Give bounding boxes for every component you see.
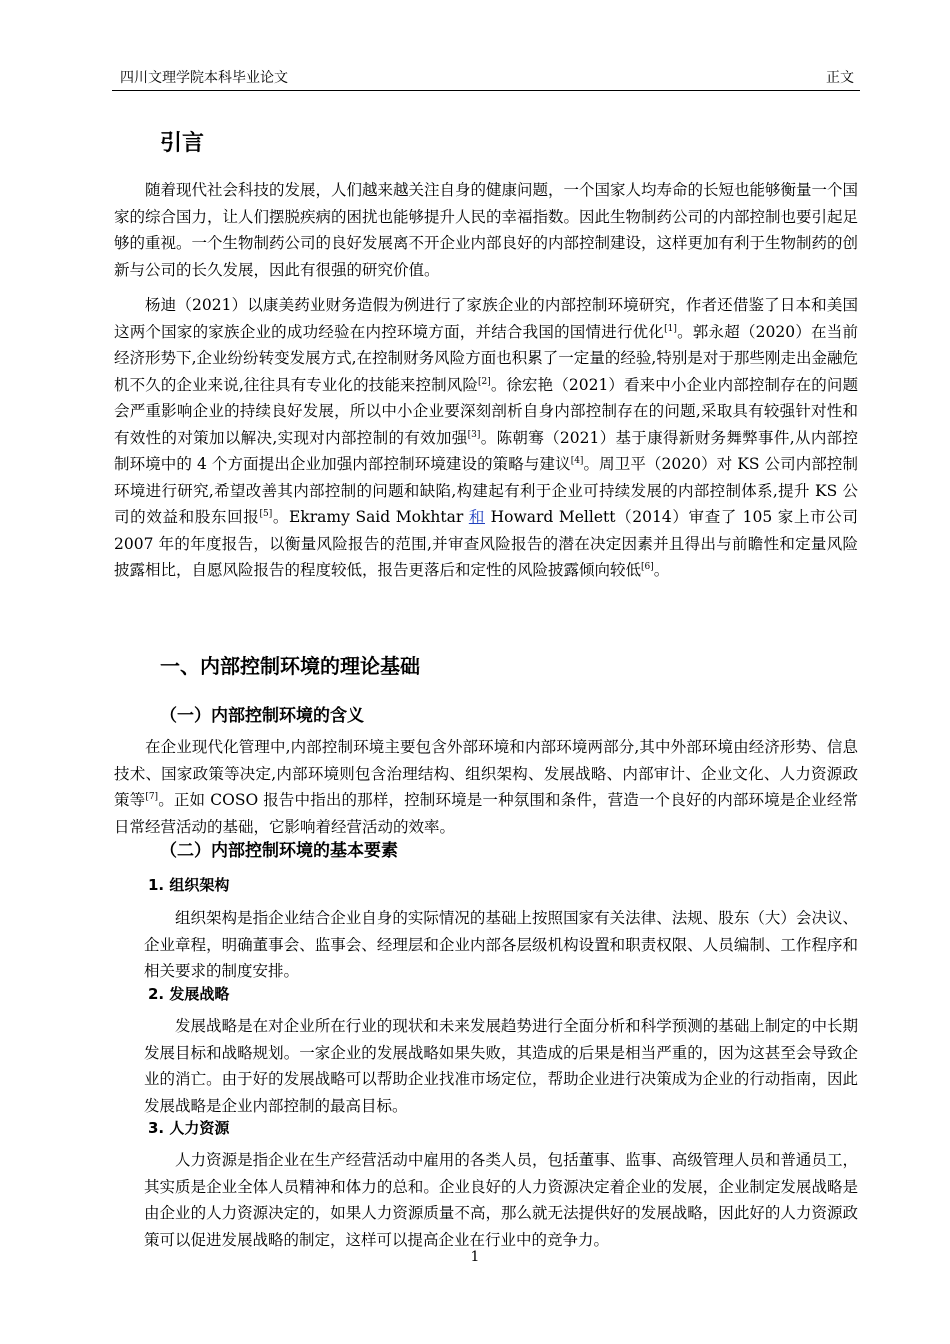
header-rule (112, 90, 860, 91)
text-segment: 。正如 COSO 报告中指出的那样，控制环境是一种氛围和条件，营造一个良好的内部环境是企业经常日常经营活动的基础，它影响着经营活动的效率。 (114, 791, 858, 836)
citation-ref[interactable]: [2] (477, 376, 491, 387)
item-paragraph: 人力资源是指企业在生产经营活动中雇用的各类人员，包括董事、监事、高级管理人员和普通员工，其实质是企业全体人员精神和体力的总和。企业良好的人力资源决定着企业的发展，企业制定发展战略是由企业的人力资源决定的，如果人力资源质量不高，那么就无法提供好的发展战略，因此好的人力资源政策可以促进发展战略的制定，这样可以提高企业在行业中的竞争力。 (144, 1151, 858, 1249)
item-heading: 2. 发展战略 (148, 985, 230, 1003)
header-title: 四川文理学院本科毕业论文 (120, 70, 288, 86)
subsection-heading: （一）内部控制环境的含义 (160, 706, 364, 726)
hyperlink[interactable]: 和 (468, 508, 485, 526)
text-segment: 在企业现代化管理中,内部控制环境主要包含外部环境和内部环境两部分,其中外部环境由经济形势、信息技术、国家政策等决定,内部环境则包含治理结构、组织架构、发展战略、内部审计、企业文化、人力资源政策等 (114, 738, 858, 809)
text-segment: 。郭永超（2020）在当前经济形势下,企业纷纷转变发展方式,在控制财务风险方面也积累了一定量的经验,特别是对于那些刚走出金融危机不久的企业来说,往往具有专业化的技能来控制风险 (114, 322, 858, 394)
text-segment: Howard Mellett（2014）审查了 105 家上市公司 2007 年的年度报告，以衡量风险报告的范围,并审查风险报告的潜在决定因素并且得出与前瞻性和定量风险披露相比，自愿风险报告的程度较低，报告更落后和定性的风险披露倾向较低 (114, 508, 858, 579)
citation-ref[interactable]: [6] (641, 562, 654, 572)
citation-ref[interactable]: [3] (467, 429, 481, 440)
text-segment: 。周卫平（2020）对 KS 公司内部控制环境进行研究,希望改善其内部控制的问题和缺陷,构建起有利于企业可持续发展的内部控制体系,提升 KS 公司的效益和股东回报 (114, 455, 859, 526)
intro-paragraph-2 (114, 292, 858, 584)
citation-ref[interactable]: [7] (145, 792, 159, 802)
text-segment: 。陈朝骞（2021）基于康得新财务舞弊事件,从内部控制环境中的 4 个方面提出企业加强内部控制环境建设的策略与建议 (114, 428, 859, 473)
intro-heading: 引言 (160, 131, 205, 156)
item-heading: 1. 组织架构 (148, 876, 230, 894)
citation-ref[interactable]: [5] (259, 509, 273, 519)
item-heading: 3. 人力资源 (148, 1119, 230, 1137)
section-heading: 一、内部控制环境的理论基础 (160, 654, 420, 678)
header-section: 正文 (826, 70, 854, 86)
text-segment: 。Ekramy Said Mokhtar (272, 508, 469, 526)
text-segment: 。徐宏艳（2021）看来中小企业内部控制存在的问题会严重影响企业的持续良好发展，所以中小企业要深刻剖析自身内部控制存在的问题,采取具有较强针对性和有效性的对策加以解决,实现对内部控制的有效加强 (114, 375, 858, 447)
intro-paragraph-1: 随着现代社会科技的发展，人们越来越关注自身的健康问题，一个国家人均寿命的长短也能够衡量一个国家的综合国力，让人们摆脱疾病的困扰也能够提升人民的幸福指数。因此生物制药公司的内部控制也要引起足够的重视。一个生物制药公司的良好发展离不开企业内部良好的内部控制建设，这样更加有利于生物制药的创新与公司的长久发展，因此有很强的研究价值。 (114, 181, 859, 279)
page-number: 1 (470, 1249, 480, 1265)
text-segment: 。 (653, 561, 670, 579)
text-segment: 杨迪（2021）以康美药业财务造假为例进行了家族企业的内部控制环境研究，作者还借鉴了日本和美国这两个国家的家族企业的成功经验在内控环境方面，并结合我国的国情进行优化 (114, 296, 858, 341)
citation-ref[interactable]: [4] (570, 456, 584, 466)
subsection-paragraph (114, 734, 858, 840)
citation-ref[interactable]: [1] (664, 323, 677, 334)
subsection-heading: （二）内部控制环境的基本要素 (160, 841, 398, 861)
item-paragraph: 发展战略是在对企业所在行业的现状和未来发展趋势进行全面分析和科学预测的基础上制定的中长期发展目标和战略规划。一家企业的发展战略如果失败，其造成的后果是相当严重的，因为这甚至会导致企业的消亡。由于好的发展战略可以帮助企业找准市场定位，帮助企业进行决策成为企业的行动指南，因此发展战略是企业内部控制的最高目标。 (144, 1017, 858, 1115)
item-paragraph: 组织架构是指企业结合企业自身的实际情况的基础上按照国家有关法律、法规、股东（大）会决议、企业章程，明确董事会、监事会、经理层和企业内部各层级机构设置和职责权限、人员编制、工作程序和相关要求的制度安排。 (144, 909, 858, 980)
